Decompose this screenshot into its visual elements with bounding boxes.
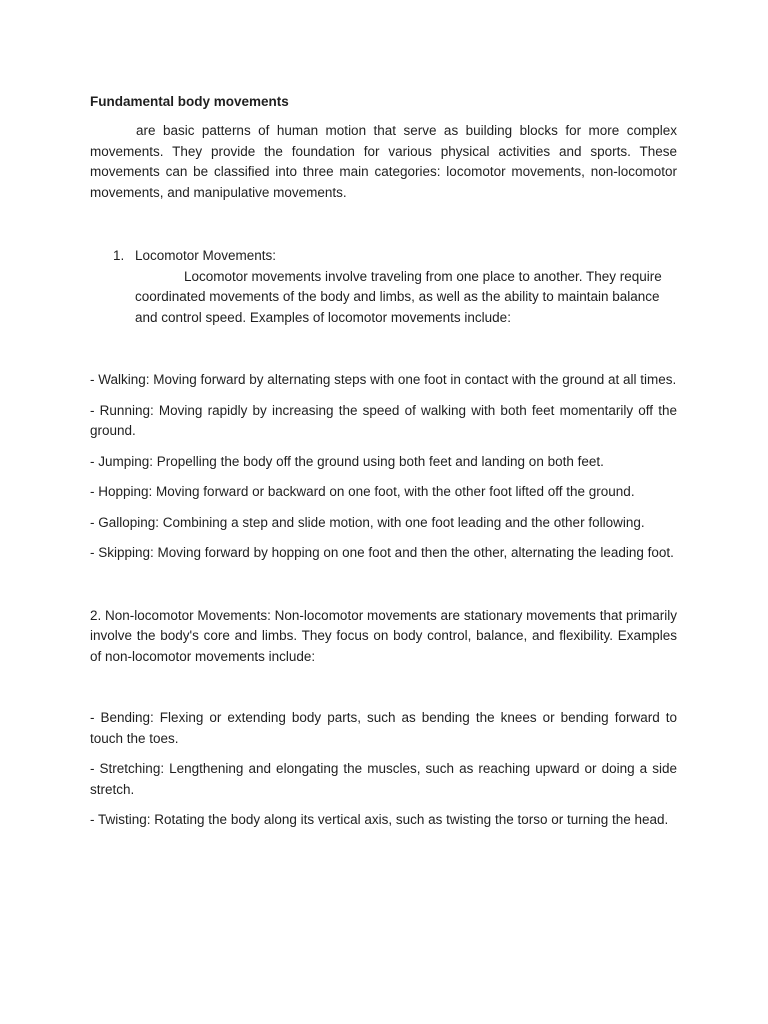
document-title: Fundamental body movements [90, 94, 289, 109]
section-number: 1. [113, 248, 125, 263]
intro-paragraph: are basic patterns of human motion that serve as building blocks for more complex movements. They provide the foundation for various physical activities and sports. These movements can be classified into three main categories: locomotor movements, non-locomotor movements, and manipulative movements. [90, 123, 677, 200]
list-item: - Twisting: Rotating the body along its vertical axis, such as twisting the torso or turning the head. [90, 812, 669, 827]
document-page [90, 92, 677, 841]
section-nonlocomotor: 2. Non-locomotor Movements: Non-locomotor movements are stationary movements that primarily involve the body's core and limbs. They focus on body control, balance, and flexibility. Examples of non-locomotor movements include: [90, 607, 677, 664]
list-item: - Walking: Moving forward by alternating steps with one foot in contact with the ground at all times. [90, 372, 677, 387]
locomotor-examples-list [90, 370, 677, 564]
list-item: - Bending: Flexing or extending body parts, such as bending the knees or bending forward to touch the toes. [90, 710, 677, 746]
list-item: - Running: Moving rapidly by increasing the speed of walking with both feet momentarily off the ground. [90, 402, 677, 438]
section-heading: Locomotor Movements: [135, 248, 277, 263]
list-item: - Stretching: Lengthening and elongating the muscles, such as reaching upward or doing a side stretch. [90, 761, 677, 797]
section-description: Locomotor movements involve traveling from one place to another. They require coordinated movements of the body and limbs, as well as the ability to maintain balance and control speed. Examples of locomotor movements include: [135, 268, 662, 325]
nonlocomotor-examples-list [90, 708, 677, 831]
list-item: - Skipping: Moving forward by hopping on one foot and then the other, alternating the leading foot. [90, 545, 674, 560]
list-item: - Hopping: Moving forward or backward on one foot, with the other foot lifted off the ground. [90, 484, 635, 499]
list-item: - Galloping: Combining a step and slide motion, with one foot leading and the other following. [90, 514, 645, 530]
section-body [135, 246, 677, 328]
list-item: - Jumping: Propelling the body off the ground using both feet and landing on both feet. [90, 453, 604, 469]
section-locomotor [90, 246, 677, 328]
